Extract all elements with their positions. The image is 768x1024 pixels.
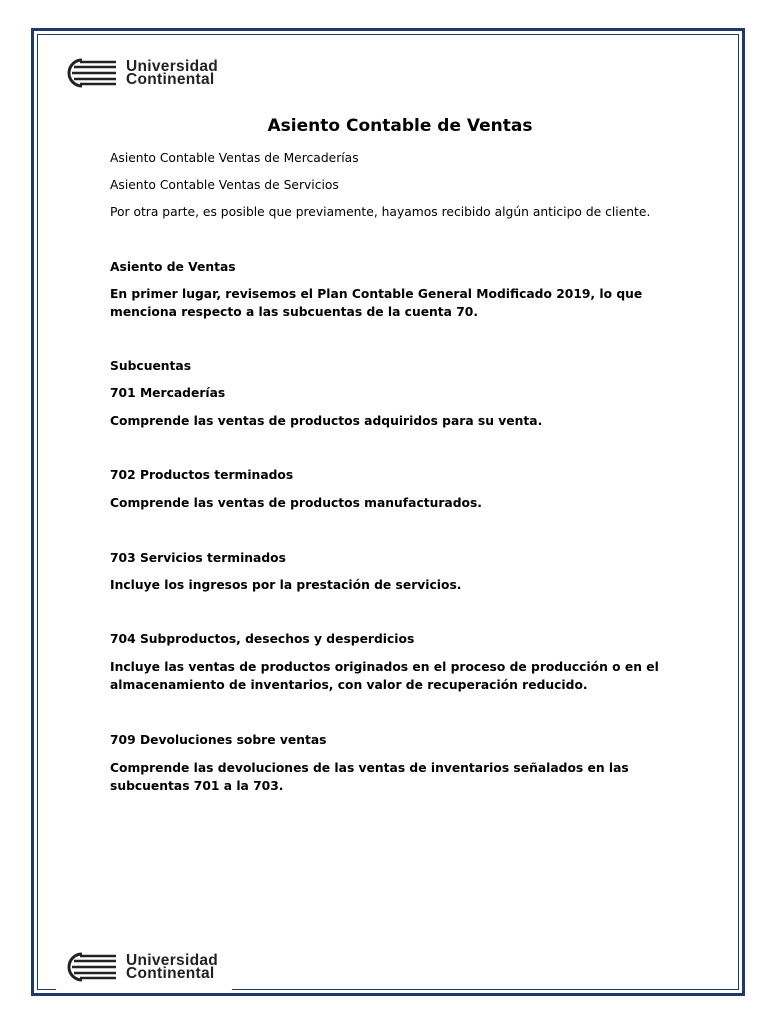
account-704-heading: 704 Subproductos, desechos y desperdicios (110, 632, 415, 646)
subcuentas-label: Subcuentas (110, 359, 192, 373)
logo-line-1: Universidad (126, 58, 219, 75)
account-703-heading: 703 Servicios terminados (110, 551, 286, 565)
section-text: En primer lugar, revisemos el Plan Contable General Modificado 2019, lo que menciona respecto a las subcuentas de la cuenta 70. (110, 287, 643, 319)
university-logo-icon (60, 952, 118, 982)
university-logo-icon (60, 58, 118, 88)
account-702-text: Comprende las ventas de productos manufacturados. (110, 496, 482, 510)
header-logo (60, 58, 218, 88)
intro-line-3: Por otra parte, es posible que previamente, hayamos recibido algún anticipo de cliente. (110, 205, 651, 219)
account-701-text: Comprende las ventas de productos adquiridos para su venta. (110, 414, 543, 428)
account-704-text: Incluye las ventas de productos originados en el proceso de producción o en el almacenamiento de inventarios, con valor de recuperación reducido. (110, 660, 659, 692)
intro-line-1: Asiento Contable Ventas de Mercaderías (110, 151, 359, 165)
account-709-text: Comprende las devoluciones de las ventas de inventarios señalados en las subcuentas 701 a la 703. (110, 761, 629, 793)
intro-line-2: Asiento Contable Ventas de Servicios (110, 178, 339, 192)
account-702-heading: 702 Productos terminados (110, 468, 294, 482)
footer-logo (56, 948, 232, 992)
logo-line-2: Continental (126, 965, 215, 982)
document-title: Asiento Contable de Ventas (267, 116, 533, 136)
account-703-text: Incluye los ingresos por la prestación de servicios. (110, 578, 462, 592)
account-709-heading: 709 Devoluciones sobre ventas (110, 733, 327, 747)
section-heading: Asiento de Ventas (110, 260, 236, 274)
logo-line-2: Continental (126, 71, 215, 88)
logo-line-1: Universidad (126, 952, 219, 969)
account-701-heading: 701 Mercaderías (110, 386, 226, 400)
